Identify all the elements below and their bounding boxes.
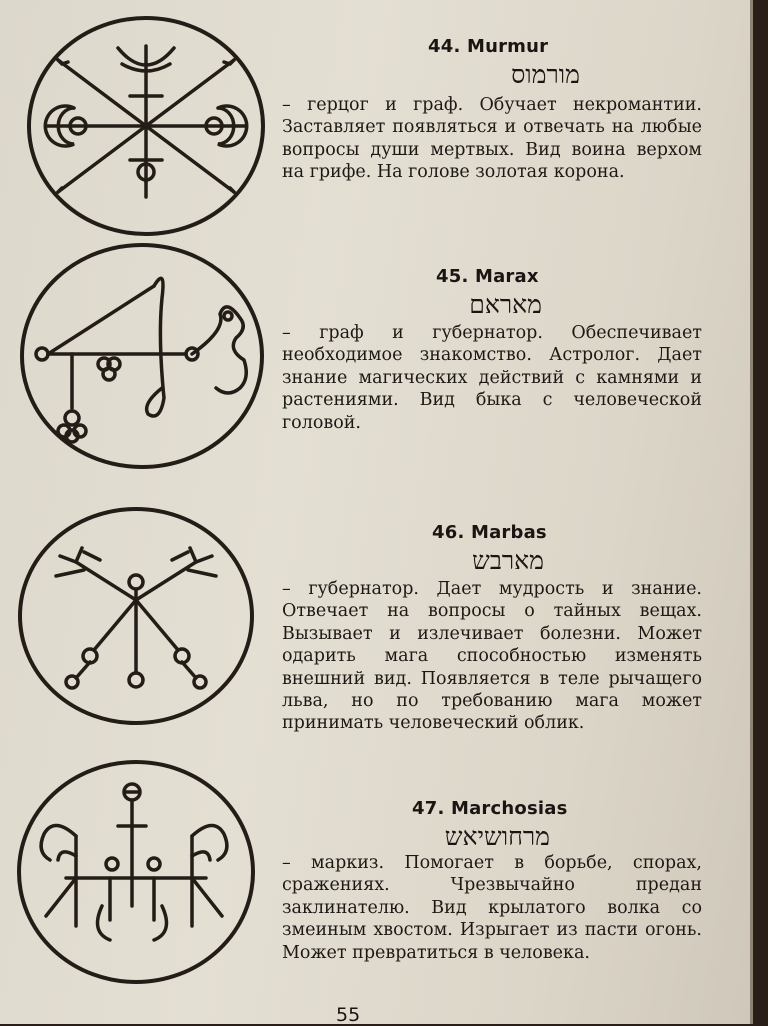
entry-text: – губернатор. Дает мудрость и знание. Отвечает на вопросы о тайных вещах. Вызывает и излечивает болезни. Может одарить мага способностью изменять внешний вид. Появляется в теле рычащего льва, но по требованию мага может принимать человеческий облик. [282,579,702,734]
entry-title: 44. Murmur [428,36,549,57]
entry-title: 46. Marbas [432,522,547,543]
sigil-murmur [22,12,270,242]
entry-44 [282,36,702,206]
entry-hebrew-name: מרחושיאש [444,822,550,851]
entry-title: 45. Marax [436,266,539,287]
entry-46 [282,522,702,752]
entry-47 [282,798,702,988]
page-number: 55 [336,1004,361,1026]
sigil-marchosias [14,756,260,986]
entry-hebrew-name: מארבש [472,546,544,575]
entry-45 [282,266,702,436]
entry-title: 47. Marchosias [412,798,568,819]
entry-text: – граф и губернатор. Обеспечивает необходимое знакомство. Астролог. Дает знание магических действий с камнями и растениями. Вид быка с человеческой головой. [282,323,702,433]
entry-hebrew-name: מורמוס [511,60,580,89]
sigil-marax [14,238,270,474]
sigil-marbas [14,504,262,730]
entry-text: – маркиз. Помогает в борьбе, спорах, сражениях. Чрезвычайно предан заклинателю. Вид крылатого волка со змеиным хвостом. Изрыгает из пасти огонь. Может превратиться в человека. [282,853,702,963]
entry-text: – герцог и граф. Обучает некромантии. Заставляет появляться и отвечать на любые вопросы души мертвых. Вид воина верхом на грифе. На голове золотая корона. [282,95,702,183]
entry-hebrew-name: מאראם [469,290,542,319]
